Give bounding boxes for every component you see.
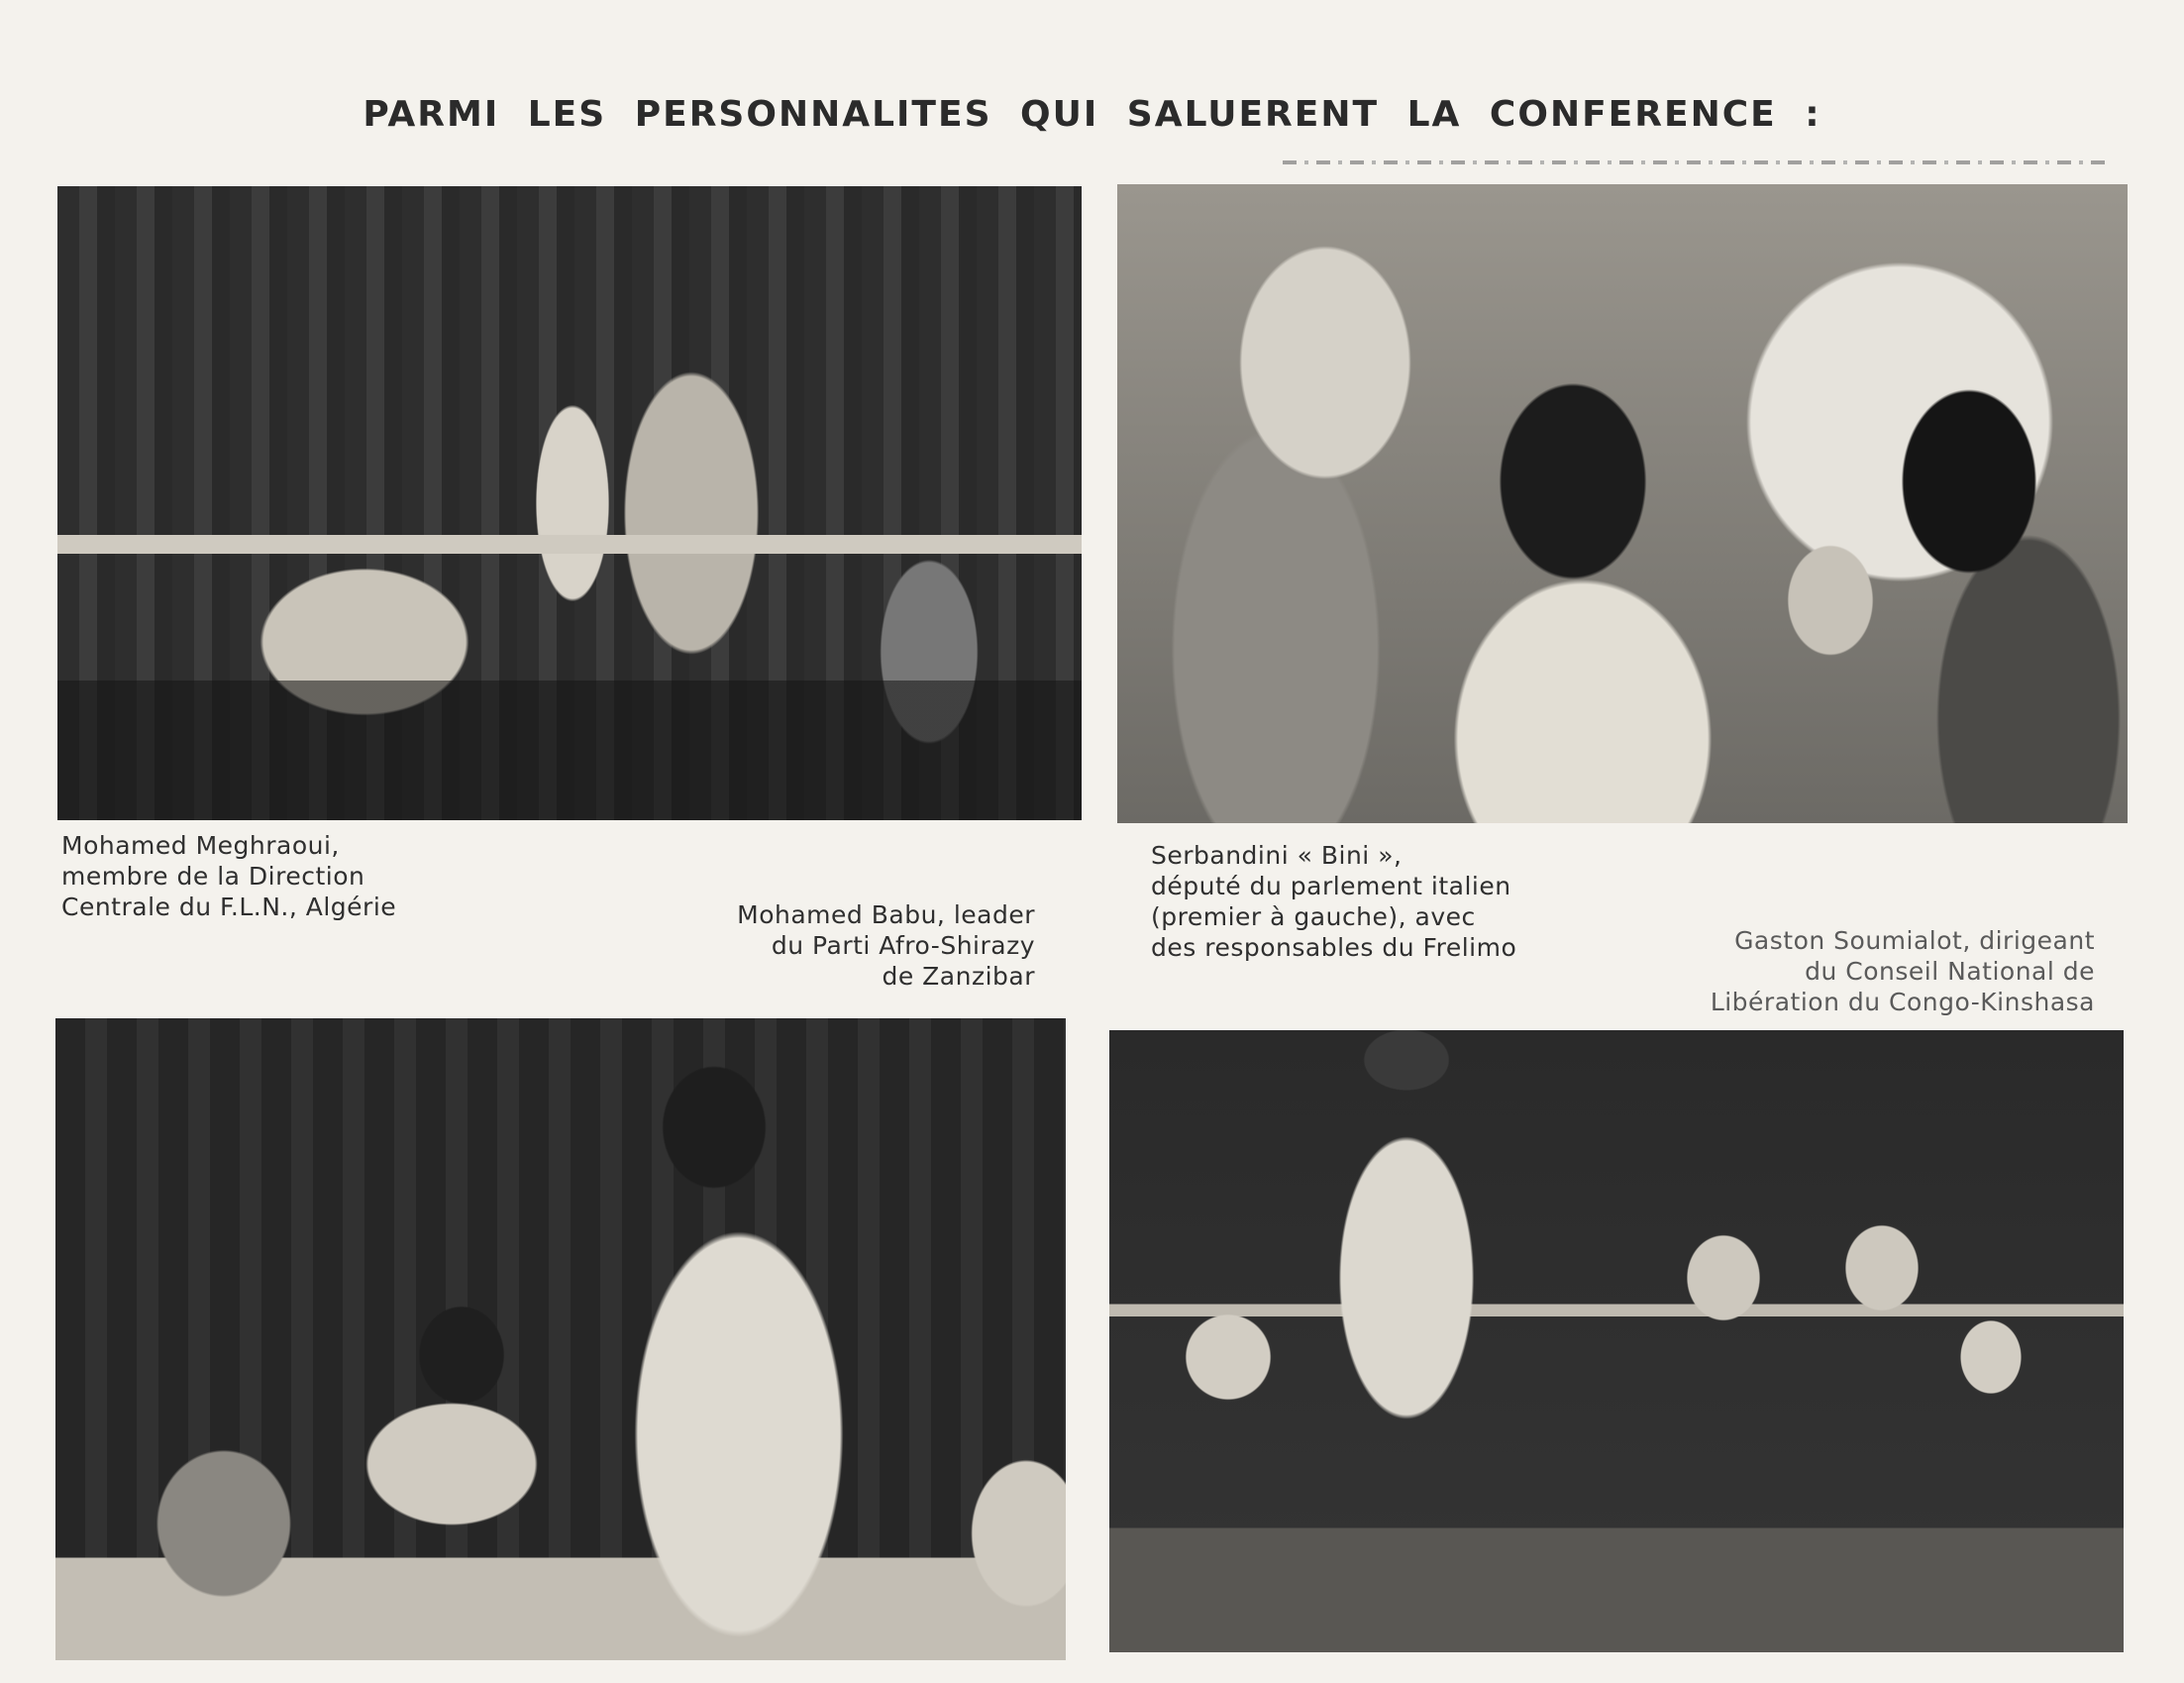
caption-meghraoui <box>61 830 396 922</box>
caption-babu <box>737 899 1035 992</box>
caption-line: député du parlement italien <box>1151 872 1511 900</box>
caption-line: membre de la Direction <box>61 862 365 891</box>
caption-line: du Conseil National de <box>1805 957 2095 986</box>
title-underline <box>1283 160 2105 164</box>
photo-conference-table-icon <box>57 186 1082 820</box>
photo-serbandini-group <box>1117 184 2128 823</box>
caption-soumialot <box>1711 925 2095 1017</box>
caption-line: Centrale du F.L.N., Algérie <box>61 893 397 921</box>
photo-speaker-microphone-icon <box>55 1018 1066 1660</box>
caption-line: Mohamed Babu, leader <box>737 900 1035 929</box>
caption-line: Gaston Soumialot, dirigeant <box>1734 926 2095 955</box>
photo-meghraoui-conference-table <box>57 186 1082 820</box>
caption-line: du Parti Afro-Shirazy <box>771 931 1035 960</box>
caption-line: des responsables du Frelimo <box>1151 933 1517 962</box>
caption-line: Libération du Congo-Kinshasa <box>1710 988 2095 1016</box>
photo-group-portrait-icon <box>1117 184 2128 823</box>
photo-stage-panel-icon <box>1109 1030 2124 1652</box>
caption-serbandini <box>1151 840 1516 963</box>
page-title: PARMI LES PERSONNALITES QUI SALUERENT LA CONFERENCE : <box>363 94 1821 135</box>
caption-line: Mohamed Meghraoui, <box>61 831 340 860</box>
caption-line: (premier à gauche), avec <box>1151 902 1476 931</box>
caption-line: de Zanzibar <box>882 962 1035 991</box>
caption-line: Serbandini « Bini », <box>1151 841 1403 870</box>
photo-soumialot-stage <box>1109 1030 2124 1652</box>
photo-babu-speaking <box>55 1018 1066 1660</box>
